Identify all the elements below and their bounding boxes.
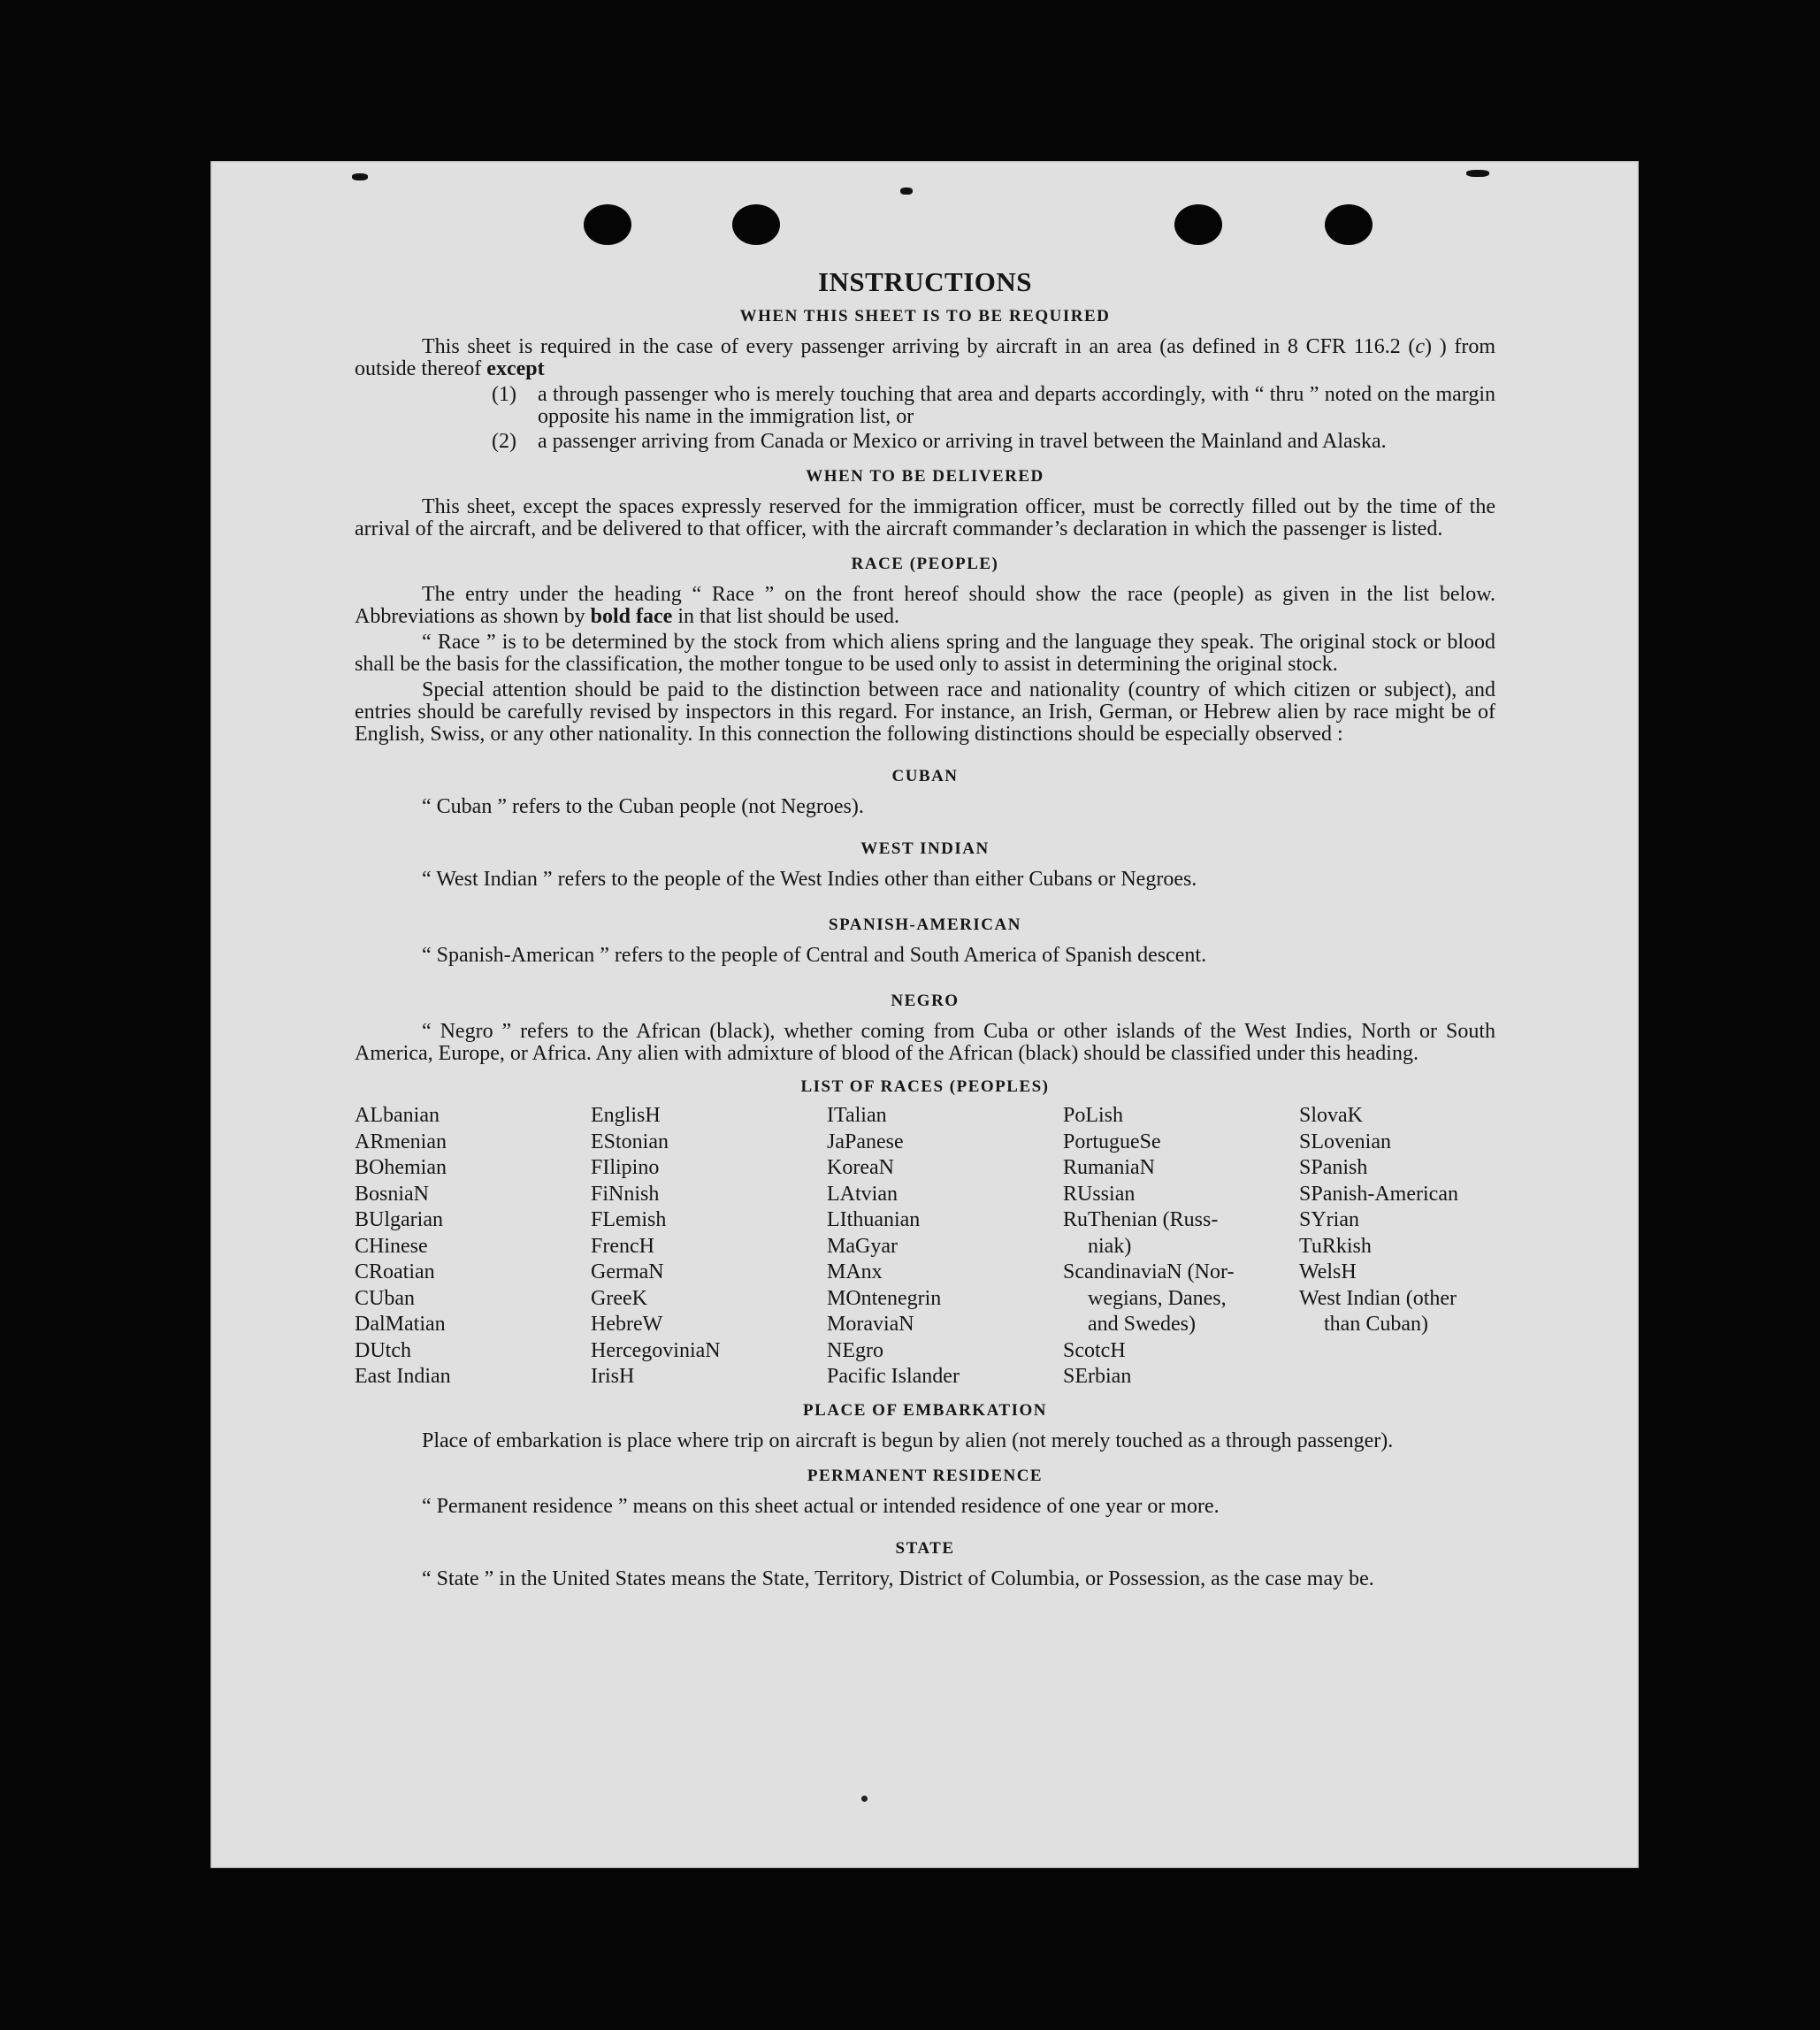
section-heading-delivered: WHEN TO BE DELIVERED — [806, 467, 1044, 486]
embarkation-text: Place of embarkation is place where trip on aircraft is begun by alien (not merely touched as a through passenger). — [422, 1429, 1394, 1452]
list-item: East Indian — [355, 1365, 451, 1388]
list-item: LIthuanian — [827, 1208, 921, 1231]
section-heading-residence: PERMANENT RESIDENCE — [807, 1466, 1044, 1485]
list-item: SPanish-American — [1299, 1182, 1458, 1206]
list-item: BosniaN — [355, 1182, 429, 1206]
cuban-text: “ Cuban ” refers to the Cuban people (not Negroes). — [422, 795, 864, 818]
list-item: LAtvian — [827, 1182, 898, 1206]
list-item: SYrian — [1299, 1208, 1359, 1231]
list-item: WelsH — [1299, 1260, 1357, 1283]
list-item: RUssian — [1063, 1182, 1136, 1206]
instructions-content — [355, 266, 1495, 1590]
list-item: RumaniaN — [1063, 1156, 1155, 1179]
list-item: wegians, Danes, — [1088, 1286, 1227, 1310]
races-list — [355, 1103, 1495, 1390]
section-heading-negro: NEGRO — [891, 992, 960, 1010]
exception-list — [355, 384, 1495, 453]
delivered-text: This sheet, except the spaces expressly reserved for the immigration officer, must be correctly filled out by the time of the arrival of the aircraft, and be delivered to that officer, with the aircraft commander’s declaration in which the passenger is listed. — [355, 495, 1495, 540]
punch-hole — [1325, 204, 1373, 245]
list-item: KoreaN — [827, 1156, 894, 1179]
list-item: HercegoviniaN — [591, 1338, 721, 1362]
residence-text: “ Permanent residence ” means on this sheet actual or intended residence of one year or more. — [422, 1494, 1220, 1518]
list-item: niak) — [1088, 1234, 1132, 1258]
list-item: BOhemian — [355, 1156, 447, 1179]
staple-mark — [352, 173, 368, 180]
west-indian-text: “ West Indian ” refers to the people of the West Indies other than either Cubans or Negroes. — [422, 868, 1197, 891]
list-item: JaPanese — [827, 1130, 904, 1153]
list-item: than Cuban) — [1324, 1313, 1428, 1336]
list-item: BUlgarian — [355, 1208, 443, 1231]
list-item: FLemish — [591, 1208, 667, 1231]
races-column — [591, 1103, 827, 1390]
races-column — [827, 1103, 1063, 1390]
negro-text: “ Negro ” refers to the African (black), whether coming from Cuba or other islands of the West Indies, North or South America, Europe, or Africa. Any alien with admixture of blood of the African (black) should be classified under this heading. — [355, 1020, 1495, 1065]
list-item: ScandinaviaN (Nor- — [1063, 1260, 1235, 1283]
list-item: ScotcH — [1063, 1338, 1126, 1362]
punch-hole — [732, 204, 780, 245]
list-item: ALbanian — [355, 1104, 440, 1127]
list-item: HebreW — [591, 1313, 663, 1336]
document-sheet — [210, 161, 1639, 1868]
list-item: FrencH — [591, 1234, 654, 1258]
section-heading-required: WHEN THIS SHEET IS TO BE REQUIRED — [739, 307, 1111, 326]
punch-hole — [1174, 204, 1222, 245]
list-item: SLovenian — [1299, 1130, 1391, 1153]
list-item: West Indian (other — [1299, 1286, 1457, 1310]
list-item: CHinese — [355, 1234, 428, 1258]
list-item: FIlipino — [591, 1156, 660, 1179]
list-item: Pacific Islander — [827, 1365, 960, 1388]
section-heading-west-indian: WEST INDIAN — [860, 839, 990, 858]
section-heading-race: RACE (PEOPLE) — [851, 555, 999, 573]
list-item: and Swedes) — [1088, 1313, 1196, 1336]
list-item: SlovaK — [1299, 1104, 1363, 1127]
list-item: ITalian — [827, 1104, 887, 1127]
spanish-american-text: “ Spanish-American ” refers to the people of Central and South America of Spanish descent. — [422, 944, 1207, 967]
ink-dot — [861, 1796, 868, 1802]
list-item: EStonian — [591, 1130, 669, 1153]
list-item: DUtch — [355, 1338, 411, 1362]
page-title: INSTRUCTIONS — [817, 266, 1032, 297]
punch-hole — [584, 204, 631, 245]
list-item: CUban — [355, 1286, 415, 1310]
races-column — [1063, 1103, 1299, 1390]
list-item: FiNnish — [591, 1182, 660, 1206]
state-text: “ State ” in the United States means the State, Territory, District of Columbia, or Possession, as the case may be. — [422, 1567, 1374, 1590]
list-item: NEgro — [827, 1338, 883, 1362]
required-intro: This sheet is required in the case of every passenger arriving by aircraft in an area (as defined in 8 CFR 116.2 (c) ) from outside thereof except — [355, 335, 1495, 380]
list-item: CRoatian — [355, 1260, 435, 1283]
list-item: PortugueSe — [1063, 1130, 1161, 1153]
list-item: TuRkish — [1299, 1234, 1372, 1258]
list-item: SPanish — [1299, 1156, 1368, 1179]
race-paragraph: Special attention should be paid to the distinction between race and nationality (country of which citizen or subject), and entries should be carefully revised by inspectors in this regard. For instance, an Irish, German, or Hebrew alien by race might be of English, Swiss, or any other nationality. In this connection the following distinctions should be especially observed : — [355, 678, 1495, 746]
section-heading-races-list: LIST OF RACES (PEOPLES) — [800, 1077, 1050, 1096]
list-item: RuThenian (Russ- — [1063, 1208, 1219, 1231]
list-item: IrisH — [591, 1365, 635, 1388]
section-heading-embarkation: PLACE OF EMBARKATION — [803, 1400, 1047, 1420]
races-column — [355, 1103, 591, 1390]
list-item: SErbian — [1063, 1365, 1132, 1388]
list-item: GermaN — [591, 1260, 664, 1283]
races-column — [1299, 1103, 1495, 1390]
list-item: ARmenian — [355, 1130, 447, 1153]
list-item: DalMatian — [355, 1313, 446, 1336]
list-item: PoLish — [1063, 1104, 1124, 1127]
list-item: MoraviaN — [827, 1313, 914, 1336]
list-item: (1) a through passenger who is merely touching that area and departs accordingly, with “ thru ” noted on the margin opposite his name in the immigration list, or — [492, 383, 1495, 428]
section-heading-spanish-american: SPANISH-AMERICAN — [829, 915, 1021, 934]
section-heading-cuban: CUBAN — [891, 767, 959, 785]
race-paragraph: The entry under the heading “ Race ” on the front hereof should show the race (people) as given in the list below. Abbreviations as shown by bold face in that list should be used. — [355, 583, 1495, 628]
race-paragraph: “ Race ” is to be determined by the stock from which aliens spring and the language they speak. The original stock or blood shall be the basis for the classification, the mother tongue to be used only to assist in determining the original stock. — [355, 631, 1495, 676]
list-item: EnglisH — [591, 1104, 661, 1127]
list-item: (2) a passenger arriving from Canada or Mexico or arriving in travel between the Mainland and Alaska. — [492, 430, 1387, 453]
staple-mark — [1466, 170, 1489, 177]
staple-mark — [900, 188, 913, 195]
list-item: MaGyar — [827, 1234, 898, 1258]
list-item: GreeK — [591, 1286, 647, 1310]
section-heading-state: STATE — [895, 1538, 955, 1558]
list-item: MAnx — [827, 1260, 883, 1283]
list-item: MOntenegrin — [827, 1286, 942, 1310]
